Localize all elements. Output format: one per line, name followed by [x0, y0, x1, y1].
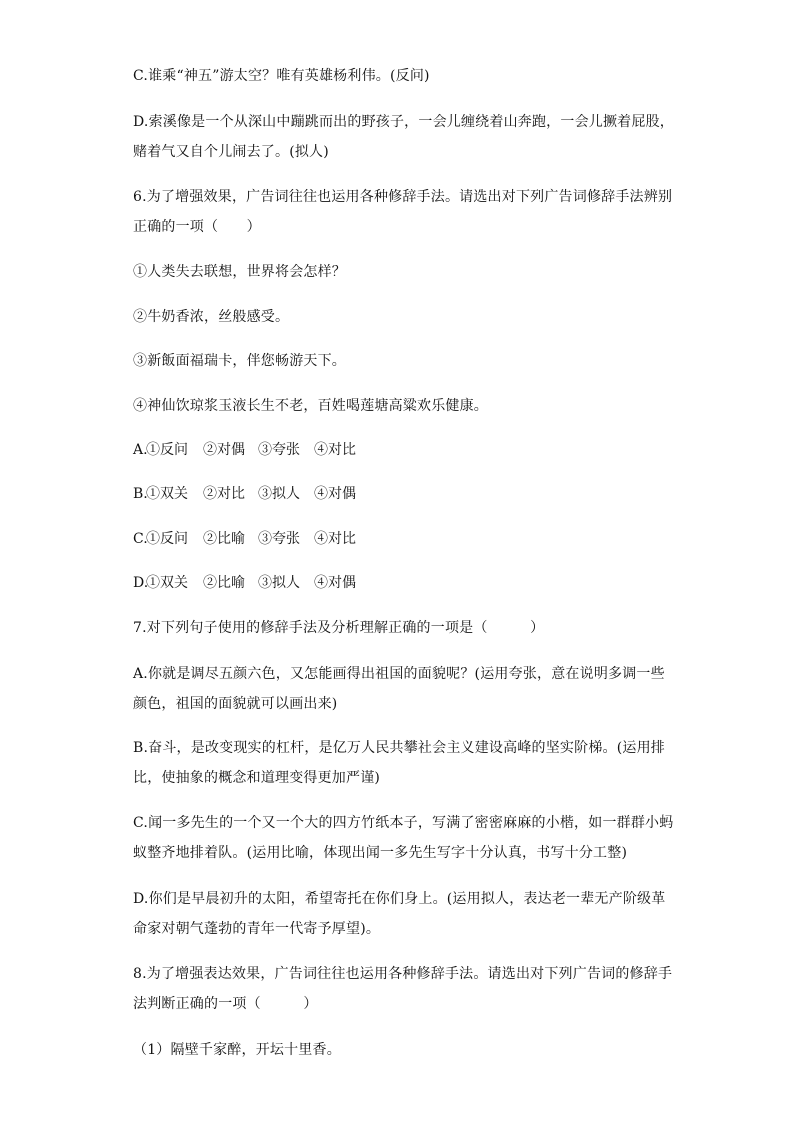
option-letter: B. [133, 486, 148, 502]
ad-item-2: ②牛奶香浓，丝般感受。 [133, 309, 290, 325]
option-item: ②比喻 [203, 575, 245, 591]
option-d-line-cont: 赌着气又自个儿闹去了。(拟人) [133, 144, 329, 160]
option-letter: A. [133, 442, 148, 458]
question-7-stem: 7.对下列句子使用的修辞手法及分析理解正确的一项是（ ） [133, 620, 545, 636]
question-8-item-1: （1）隔壁千家醉，开坛十里香。 [133, 1042, 341, 1058]
question-7-option-d: D.你们是早晨初升的太阳，希望寄托在你们身上。(运用拟人，表达老一辈无产阶级革 [133, 891, 666, 907]
option-item: ④对偶 [314, 575, 356, 591]
option-item: ③拟人 [258, 575, 300, 591]
question-7-option-d-cont: 命家对朝气蓬勃的青年一代寄予厚望)。 [133, 921, 381, 937]
option-item: ①双关 [146, 575, 188, 591]
question-6-stem: 6.为了增强效果，广告词往往也运用各种修辞手法。请选出对下列广告词修辞手法辨别 [133, 189, 673, 205]
option-item: ④对比 [314, 442, 356, 458]
option-item: ④对比 [314, 531, 356, 547]
option-item: ③拟人 [258, 486, 300, 502]
option-item: ①反问 [146, 531, 188, 547]
option-item: ①反问 [146, 442, 188, 458]
question-7-option-b: B.奋斗，是改变现实的杠杆，是亿万人民共攀社会主义建设高峰的坚实阶梯。(运用排 [133, 740, 665, 756]
option-item: ③夸张 [258, 442, 300, 458]
question-7-option-a-cont: 颜色，祖国的面貌就可以画出来) [133, 696, 338, 712]
option-item: ③夸张 [258, 531, 300, 547]
ad-item-3: ③新飯面福瑞卡，伴您畅游天下。 [133, 353, 346, 369]
question-7-option-c-cont: 蚁整齐地排着队。(运用比喻，体现出闻一多先生写字十分认真，书写十分工整) [133, 845, 628, 861]
question-6-stem-cont: 正确的一项（ ） [133, 219, 261, 235]
option-c-line: C.谁乘“神五”游太空？唯有英雄杨利伟。(反问) [133, 68, 430, 84]
question-7-option-a: A.你就是调尽五颜六色，又怎能画得出祖国的面貌呢？(运用夸张，意在说明多调一些 [133, 666, 665, 682]
question-7-option-b-cont: 比，使抽象的概念和道理变得更加严谨) [133, 770, 381, 786]
option-item: ④对偶 [314, 486, 356, 502]
question-7-option-c: C.闻一多先生的一个又一个大的四方竹纸本子，写满了密密麻麻的小楷，如一群群小蚂 [133, 815, 674, 831]
ad-item-1: ①人类失去联想，世界将会怎样？ [133, 264, 346, 280]
ad-item-4: ④神仙饮琼浆玉液长生不老，百姓喝莲塘高粱欢乐健康。 [133, 398, 488, 414]
option-letter: D. [133, 575, 149, 591]
option-item: ②对比 [203, 486, 245, 502]
option-letter: C. [133, 531, 148, 547]
question-8-stem-cont: 法判断正确的一项（ ） [133, 996, 318, 1012]
option-d-line: D.索溪像是一个从深山中蹦跳而出的野孩子，一会儿缠绕着山奔跑，一会儿撅着屁股， [133, 114, 674, 130]
question-8-stem: 8.为了增强表达效果，广告词往往也运用各种修辞手法。请选出对下列广告词的修辞手 [133, 966, 673, 982]
option-item: ①双关 [146, 486, 188, 502]
option-item: ②比喻 [203, 531, 245, 547]
option-item: ②对偶 [203, 442, 245, 458]
